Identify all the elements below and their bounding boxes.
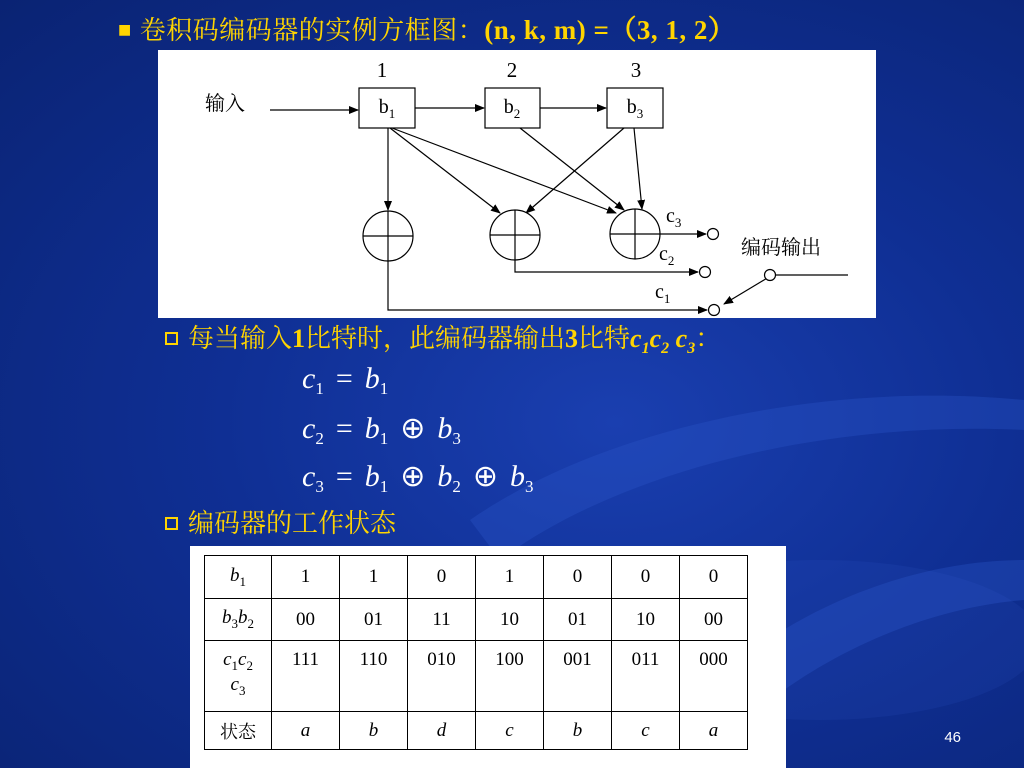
state-table-panel xyxy=(190,546,786,768)
switch-pivot xyxy=(765,270,776,281)
table-cell: 011 xyxy=(612,641,680,712)
register-b1 xyxy=(359,88,415,128)
output-label-c2-sub: 2 xyxy=(667,253,675,268)
output-label-c3-sub: 3 xyxy=(674,215,682,230)
output-label-c1-sub: 1 xyxy=(663,291,671,306)
table-row xyxy=(205,641,748,712)
equation-c3: $c_3 = b_1$ ⊕ $b_2$ ⊕ $b_3$ xyxy=(302,460,534,496)
var-c3: c xyxy=(675,324,688,353)
xor-adder-1 xyxy=(363,211,413,261)
equation-c2: $c_2 = b_1$ ⊕ $b_3$ xyxy=(302,412,461,448)
row-header-b1: $b_1$ xyxy=(205,556,272,599)
table-cell: 11 xyxy=(408,599,476,641)
title-text: 卷积码编码器的实例方框图： xyxy=(139,16,485,46)
encoder-block-diagram xyxy=(158,50,876,318)
table-cell: a xyxy=(680,712,748,750)
var-c2: c xyxy=(649,324,662,353)
table-cell: 00 xyxy=(680,599,748,641)
row-header-state: 状态 xyxy=(205,712,272,750)
row-header-b3b2: $b_3b_2$ xyxy=(205,599,272,641)
register-b2 xyxy=(485,88,540,128)
register-b3 xyxy=(607,88,663,128)
slide-title xyxy=(118,8,735,47)
table-cell: 0 xyxy=(544,556,612,599)
table-row xyxy=(205,556,748,599)
output-terminal-c2 xyxy=(700,267,711,278)
table-cell: d xyxy=(408,712,476,750)
xor-adder-2 xyxy=(490,210,540,260)
table-cell: 111 xyxy=(272,641,340,712)
output-label-c3 xyxy=(666,205,681,230)
hollow-square-bullet-icon xyxy=(165,517,178,530)
bullet-1-num1: 1 xyxy=(292,324,306,353)
table-cell: 01 xyxy=(544,599,612,641)
output-label-c2-base: c xyxy=(659,243,668,265)
output-terminal-c1 xyxy=(709,305,720,316)
table-cell: b xyxy=(340,712,408,750)
output-label: 编码输出 xyxy=(741,235,821,259)
stage-number: 2 xyxy=(506,58,518,82)
table-cell: 10 xyxy=(612,599,680,641)
table-cell: b xyxy=(544,712,612,750)
table-cell: a xyxy=(272,712,340,750)
register-b1-sub: 1 xyxy=(388,106,396,121)
stage-number: 3 xyxy=(630,58,642,82)
table-cell: 010 xyxy=(408,641,476,712)
register-b3-sub: 3 xyxy=(636,106,644,121)
table-cell: 0 xyxy=(408,556,476,599)
bullet-1-num2: 3 xyxy=(565,324,579,353)
xor-adder-3 xyxy=(610,209,660,259)
table-cell: 1 xyxy=(272,556,340,599)
output-label-c2 xyxy=(659,243,674,268)
var-c1: c xyxy=(630,324,642,353)
table-cell: 001 xyxy=(544,641,612,712)
bullet-2-text: 编码器的工作状态 xyxy=(188,509,397,539)
table-cell: 10 xyxy=(476,599,544,641)
table-cell: 0 xyxy=(680,556,748,599)
bullet-output-bits xyxy=(165,318,721,358)
output-terminal-c3 xyxy=(708,229,719,240)
register-b2-sub: 2 xyxy=(513,106,521,121)
bullet-working-state xyxy=(165,503,396,540)
register-b1-base: b xyxy=(378,96,389,118)
output-label-c3-base: c xyxy=(666,205,675,227)
table-cell: 110 xyxy=(340,641,408,712)
table-cell: c xyxy=(612,712,680,750)
row-header-c1c2c3: $c_1c_2$ $c_3$ xyxy=(205,641,272,712)
table-cell: 1 xyxy=(476,556,544,599)
table-cell: 100 xyxy=(476,641,544,712)
output-label-c1-base: c xyxy=(655,281,664,303)
state-table xyxy=(204,555,748,750)
register-b2-base: b xyxy=(503,96,514,118)
register-b3-base: b xyxy=(626,96,637,118)
title-params: (n, k, m) =（3, 1, 2） xyxy=(484,15,736,45)
bullet-1-mid: 比特时，此编码器输出 xyxy=(305,324,566,354)
table-cell: 0 xyxy=(612,556,680,599)
bullet-1-text: 每当输入 xyxy=(188,324,293,354)
bullet-1-vars: $c_1c_2$ $c_3$ xyxy=(630,324,696,358)
table-cell: 01 xyxy=(340,599,408,641)
output-label-c1 xyxy=(655,281,670,306)
page-number: 46 xyxy=(944,729,961,746)
bullet-1-colon: ： xyxy=(695,324,722,354)
table-row xyxy=(205,599,748,641)
hollow-square-bullet-icon xyxy=(165,332,178,345)
table-cell: 00 xyxy=(272,599,340,641)
equation-c1: $c_1 = b_1$ xyxy=(302,362,389,398)
bullet-1-end: 比特 xyxy=(578,324,631,354)
square-bullet-icon: ■ xyxy=(118,22,132,38)
table-row xyxy=(205,712,748,750)
table-cell: 1 xyxy=(340,556,408,599)
table-cell: c xyxy=(476,712,544,750)
stage-number: 1 xyxy=(376,58,388,82)
table-cell: 000 xyxy=(680,641,748,712)
input-label: 输入 xyxy=(205,91,245,115)
